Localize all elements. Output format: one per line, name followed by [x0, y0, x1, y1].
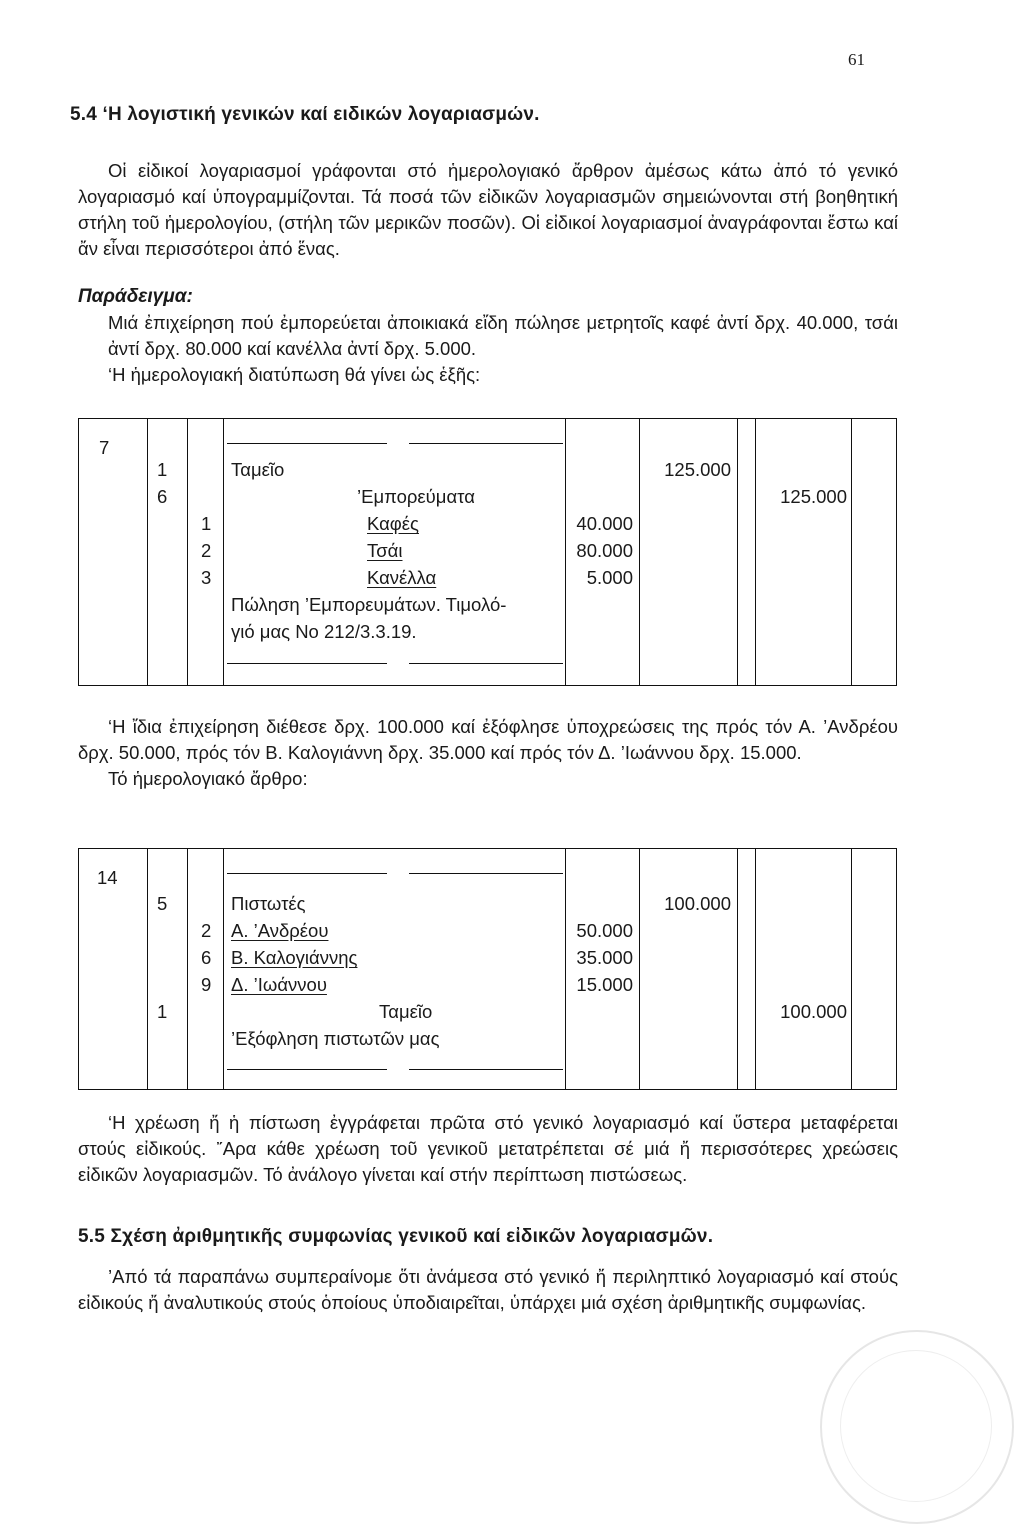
journal-1-row-4-sub: 2: [201, 540, 212, 561]
example-line-1: Μιά ἐπιχείρηση πού ἐμπορεύεται ἀποικιακά εἴδη πώλησε μετρητοῖς καφέ ἀντί δρχ. 40.000, τσάι ἀντί δρχ. 80.000 καί κανέλλα ἀντί δρχ. 5.000.: [108, 312, 898, 359]
journal-1-row-1-debit: 125.000: [664, 459, 731, 480]
journal-2-row-4-sub: 9: [201, 974, 212, 995]
example-text: [78, 310, 898, 388]
page-number: 61: [848, 50, 865, 69]
section-5-5-title: 5.5 Σχέση ἀριθμητικῆς συμφωνίας γενικοῦ καί εἰδικῶν λογαριασμῶν.: [78, 1226, 714, 1247]
journal-2-row-5-gen: 1: [157, 1001, 168, 1022]
after-text: [78, 1110, 898, 1188]
journal-1-row-3-sub: 1: [201, 513, 212, 534]
section-5-5-text: ’Από τά παραπάνω συμπεραίνομε ὅτι ἀνάμεσα στό γενικό ἤ περιληπτικό λογαριασμό καί στούς εἰδικούς ἤ ἀναλυτικούς στούς ὁποίους ὑποδιαιρεῖται, ὑπάρχει μιά σχέση ἀριθμητικῆς συμφωνίας.: [78, 1266, 898, 1313]
journal-entry-2: [78, 848, 897, 1090]
journal-2-row-4-text: Δ. ’Ιωάννου: [231, 974, 327, 995]
library-stamp-inner: [840, 1350, 992, 1502]
middle-line-1: ‘Η ἴδια ἐπιχείρηση διέθεσε δρχ. 100.000 καί ἐξόφλησε ὑποχρεώσεις της πρός τόν Α. ’Ανδρέου δρχ. 50.000, πρός τόν Β. Καλογιάννη δρχ. 35.000 καί πρός τόν Δ. ’Ιωάννου δρχ. 15.000.: [78, 716, 898, 763]
journal-1-row-4-text: Τσάι: [367, 540, 403, 561]
section-5-4-paragraph: [78, 158, 898, 262]
journal-1-row-5-partial: 5.000: [586, 567, 633, 588]
journal-2-row-2-partial: 50.000: [576, 920, 633, 941]
journal-1-row-3-partial: 40.000: [576, 513, 633, 534]
journal-2-row-2-text: Α. ’Ανδρέου: [231, 920, 329, 941]
journal-1-narration-2: γιό μας Νο 212/3.3.19.: [231, 621, 417, 642]
journal-2-narration-1: ’Εξόφληση πιστωτῶν μας: [231, 1028, 440, 1049]
journal-2-row-4-partial: 15.000: [576, 974, 633, 995]
journal-1-row-2-credit: 125.000: [780, 486, 847, 507]
journal-1-row-2-gen: 6: [157, 486, 168, 507]
journal-2-row-3-partial: 35.000: [576, 947, 633, 968]
example-label: Παράδειγμα:: [78, 286, 193, 307]
journal-2-row-5-credit: 100.000: [780, 1001, 847, 1022]
journal-2-row-1-debit: 100.000: [664, 893, 731, 914]
journal-1-row-5-sub: 3: [201, 567, 212, 588]
journal-2-row-1-gen: 5: [157, 893, 168, 914]
journal-2-row-3-sub: 6: [201, 947, 212, 968]
journal-1-row-4-partial: 80.000: [576, 540, 633, 561]
journal-entry-1: [78, 418, 897, 686]
section-5-4-text: Οἱ εἰδικοί λογαριασμοί γράφονται στό ἡμερολογιακό ἄρθρον ἀμέσως κάτω ἀπό τό γενικό λογαριασμό καί ὑπογραμμίζονται. Τά ποσά τῶν εἰδικῶν λογαριασμῶν σημειώνονται στή βοηθητική στήλη τοῦ ἡμερολογίου, (στήλη τῶν μερικῶν ποσῶν). Οἱ εἰδικοί λογαριασμοί ἀναγράφονται ἔστω καί ἄν εἶναι περισσότεροι ἀπό ἕνας.: [78, 160, 898, 259]
journal-1-narration-1: Πώληση ’Εμπορευμάτων. Τιμολό-: [231, 594, 507, 615]
journal-2-day: 14: [97, 867, 118, 888]
section-5-5-paragraph: [78, 1264, 898, 1316]
section-5-4-title: 5.4 ‘Η λογιστική γενικών καί ειδικών λογαριασμών.: [70, 104, 540, 125]
after-text-paragraph: ‘Η χρέωση ἤ ἡ πίστωση ἐγγράφεται πρῶτα στό γενικό λογαριασμό καί ὕστερα μεταφέρεται στούς εἰδικούς. ῎Αρα κάθε χρέωση τοῦ γενικοῦ μετατρέπεται σέ μιά ἤ περισσότερες χρεώσεις εἰδικῶν λογαριασμῶν. Τό ἀνάλογο γίνεται καί στήν περίπτωση πιστώσεως.: [78, 1112, 898, 1185]
journal-1-row-3-text: Καφές: [367, 513, 419, 534]
middle-line-2: Τό ἡμερολογιακό ἄρθρο:: [108, 768, 308, 789]
example-line-2: ‘Η ἡμερολογιακή διατύπωση θά γίνει ὡς ἑξῆς:: [108, 364, 481, 385]
journal-2-row-3-text: Β. Καλογιάννης: [231, 947, 358, 968]
journal-1-row-5-text: Κανέλλα: [367, 567, 437, 588]
journal-1-row-2-text: ’Εμπορεύματα: [357, 486, 475, 507]
journal-2-row-5-text: Ταμεῖο: [379, 1001, 433, 1022]
journal-1-row-1-text: Ταμεῖο: [231, 459, 285, 480]
journal-2-row-1-text: Πιστωτές: [231, 893, 306, 914]
journal-1-day: 7: [99, 437, 110, 458]
journal-1-row-1-gen: 1: [157, 459, 168, 480]
middle-text: [78, 714, 898, 792]
journal-2-row-2-sub: 2: [201, 920, 212, 941]
